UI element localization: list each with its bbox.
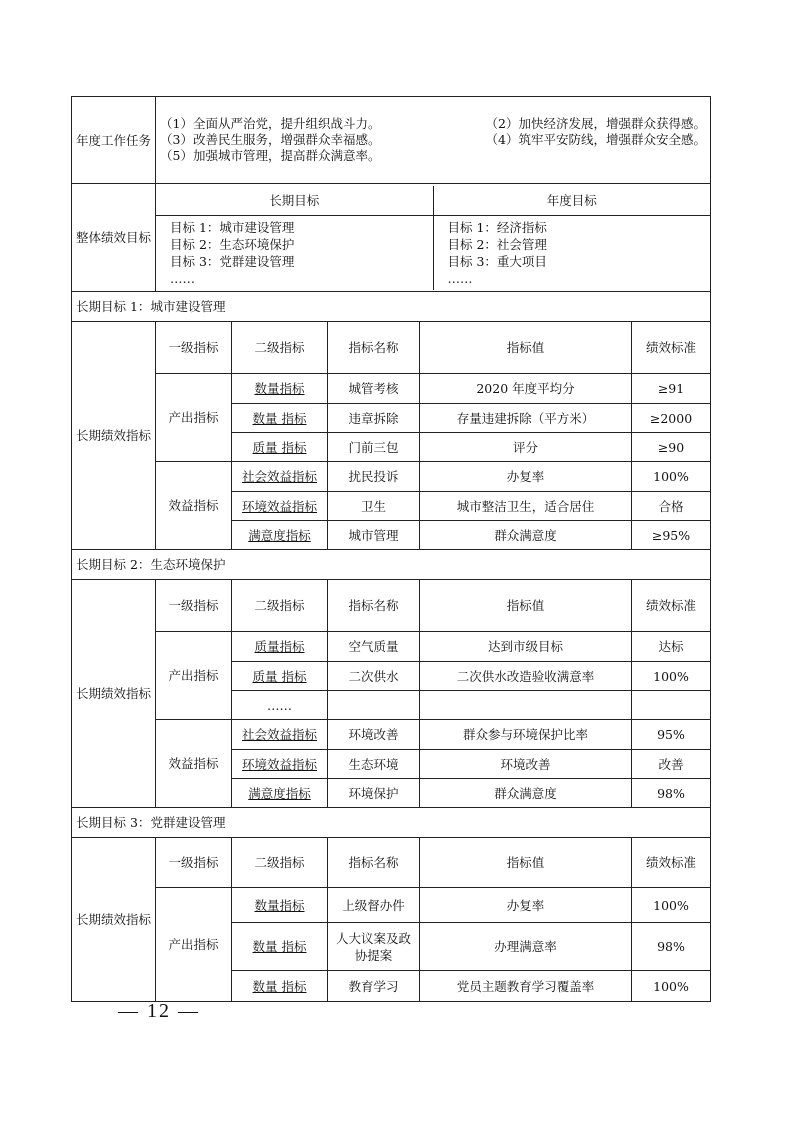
goal-item: ……: [170, 270, 195, 286]
long-term-goal-header: 长期目标: [156, 186, 433, 216]
overall-goals-content: [156, 184, 711, 292]
indicator-standard: ≥95%: [632, 521, 711, 550]
goal2-prefix: 长期目标 2：: [76, 557, 151, 572]
indicator-value: 群众满意度: [420, 779, 632, 808]
indicator-value: 达到市级目标: [420, 632, 632, 662]
indicator-value: 存量违建拆除（平方米）: [420, 404, 632, 433]
indicator-standard: 100%: [632, 462, 711, 492]
level2-cell: 社会效益指标: [232, 462, 328, 492]
task-item: （3）改善民生服务，增强群众幸福感。: [160, 132, 381, 147]
header-level2: 二级指标: [232, 580, 328, 632]
level2-cell: 数量 指标: [232, 971, 328, 1002]
indicator-standard: 达标: [632, 632, 711, 662]
benefit-indicator-label: 效益指标: [156, 462, 232, 550]
level2-cell: 满意度指标: [232, 521, 328, 550]
level2-cell: 数量 指标: [232, 404, 328, 433]
header-level2: 二级指标: [232, 322, 328, 374]
goal-item: 目标 2：生态环境保护: [170, 236, 295, 252]
indicator-side-label: 长期绩效指标: [72, 838, 156, 1002]
indicator-standard: 100%: [632, 888, 711, 923]
indicator-value: 二次供水改造验收满意率: [420, 662, 632, 691]
page-number: — 12 —: [118, 1000, 200, 1022]
annual-goal-list: [433, 215, 710, 290]
goal3-prefix: 长期目标 3：: [76, 815, 151, 830]
indicator-value: 办理满意率: [420, 923, 632, 971]
indicator-name: 二次供水: [328, 662, 420, 691]
goal-item: 目标 1：经济指标: [447, 219, 547, 235]
goal-item: 目标 2：社会管理: [447, 236, 547, 252]
indicator-standard: 合格: [632, 492, 711, 521]
indicator-value: [420, 691, 632, 720]
goal-item: 目标 3：党群建设管理: [170, 253, 295, 269]
benefit-indicator-label: 效益指标: [156, 720, 232, 808]
indicator-value: 办复率: [420, 888, 632, 923]
indicator-name: 卫生: [328, 492, 420, 521]
level2-cell: 质量指标: [232, 632, 328, 662]
header-level2: 二级指标: [232, 838, 328, 888]
level2-cell: 数量指标: [232, 374, 328, 404]
level2-cell: 环境效益指标: [232, 750, 328, 779]
indicator-standard: ≥90: [632, 433, 711, 462]
indicator-side-label: 长期绩效指标: [72, 322, 156, 550]
level2-cell: 质量 指标: [232, 433, 328, 462]
indicator-value: 评分: [420, 433, 632, 462]
output-indicator-label: 产出指标: [156, 632, 232, 720]
indicator-name: 城管考核: [328, 374, 420, 404]
goal2-name: 生态环境保护: [150, 557, 226, 572]
level2-cell: 数量 指标: [232, 923, 328, 971]
indicator-standard: 100%: [632, 971, 711, 1002]
indicator-value: 群众参与环境保护比率: [420, 720, 632, 750]
indicator-value: 办复率: [420, 462, 632, 492]
indicator-name: 生态环境: [328, 750, 420, 779]
output-indicator-label: 产出指标: [156, 888, 232, 1002]
long-term-goal-list: [156, 215, 433, 290]
indicator-name: 城市管理: [328, 521, 420, 550]
level2-cell: ……: [232, 691, 328, 720]
indicator-value: 2020 年度平均分: [420, 374, 632, 404]
goal2-title: [72, 550, 711, 580]
header-name: 指标名称: [328, 322, 420, 374]
task-item: （5）加强城市管理，提高群众满意率。: [160, 148, 381, 163]
indicator-name: 教育学习: [328, 971, 420, 1002]
annual-tasks-content: [156, 97, 711, 184]
indicator-standard: 98%: [632, 923, 711, 971]
indicator-standard: [632, 691, 711, 720]
level2-cell: 质量 指标: [232, 662, 328, 691]
goal1-title: [72, 292, 711, 322]
header-standard: 绩效标准: [632, 322, 711, 374]
overall-goals-label: 整体绩效目标: [72, 184, 156, 292]
header-value: 指标值: [420, 838, 632, 888]
annual-tasks-label: 年度工作任务: [72, 97, 156, 184]
indicator-name: [328, 691, 420, 720]
goal-item: 目标 1：城市建设管理: [170, 219, 295, 235]
goal1-name: 城市建设管理: [150, 299, 226, 314]
header-value: 指标值: [420, 322, 632, 374]
indicator-standard: 95%: [632, 720, 711, 750]
header-name: 指标名称: [328, 580, 420, 632]
indicator-name: 违章拆除: [328, 404, 420, 433]
annual-goal-header: 年度目标: [433, 186, 710, 216]
indicator-name: 人大议案及政协提案: [328, 923, 420, 971]
header-level1: 一级指标: [156, 322, 232, 374]
output-indicator-label: 产出指标: [156, 374, 232, 462]
header-name: 指标名称: [328, 838, 420, 888]
header-standard: 绩效标准: [632, 580, 711, 632]
indicator-standard: 98%: [632, 779, 711, 808]
goal3-name: 党群建设管理: [150, 815, 226, 830]
level2-cell: 满意度指标: [232, 779, 328, 808]
goal-item: 目标 3：重大项目: [447, 253, 547, 269]
indicator-name: 环境改善: [328, 720, 420, 750]
indicator-value: 环境改善: [420, 750, 632, 779]
task-item: （4）筑牢平安防线，增强群众安全感。: [485, 132, 707, 147]
indicator-standard: ≥91: [632, 374, 711, 404]
indicator-side-label: 长期绩效指标: [72, 580, 156, 808]
indicator-value: 群众满意度: [420, 521, 632, 550]
indicator-name: 环境保护: [328, 779, 420, 808]
header-standard: 绩效标准: [632, 838, 711, 888]
indicator-standard: 改善: [632, 750, 711, 779]
indicator-value: 城市整洁卫生，适合居住: [420, 492, 632, 521]
indicator-standard: 100%: [632, 662, 711, 691]
level2-cell: 环境效益指标: [232, 492, 328, 521]
task-item: （2）加快经济发展，增强群众获得感。: [485, 116, 707, 131]
indicator-name: 上级督办件: [328, 888, 420, 923]
indicator-standard: ≥2000: [632, 404, 711, 433]
goal1-prefix: 长期目标 1：: [76, 299, 151, 314]
indicator-name: 门前三包: [328, 433, 420, 462]
goal3-title: [72, 808, 711, 838]
level2-cell: 数量指标: [232, 888, 328, 923]
performance-table: [71, 96, 711, 1002]
task-item: （1）全面从严治党，提升组织战斗力。: [160, 116, 381, 131]
indicator-name: 扰民投诉: [328, 462, 420, 492]
header-value: 指标值: [420, 580, 632, 632]
indicator-name: 空气质量: [328, 632, 420, 662]
header-level1: 一级指标: [156, 838, 232, 888]
level2-cell: 社会效益指标: [232, 720, 328, 750]
indicator-value: 党员主题教育学习覆盖率: [420, 971, 632, 1002]
header-level1: 一级指标: [156, 580, 232, 632]
goal-item: ……: [447, 270, 473, 286]
